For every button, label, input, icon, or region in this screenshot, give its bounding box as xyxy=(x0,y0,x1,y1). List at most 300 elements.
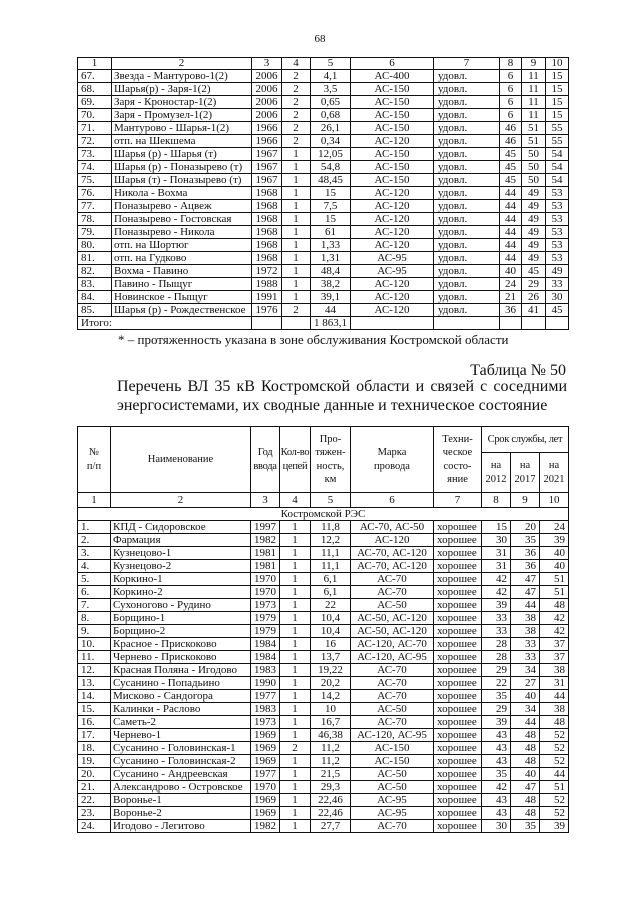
length-km: 1,33 xyxy=(311,239,351,252)
circuit-count: 1 xyxy=(280,586,311,599)
circuit-count: 1 xyxy=(282,174,311,187)
length-km: 38,2 xyxy=(311,278,351,291)
table-label: Таблица № 50 xyxy=(470,362,566,379)
table-row xyxy=(78,278,569,291)
row-number: 3. xyxy=(78,547,111,560)
line-name: Саметь-2 xyxy=(111,716,251,729)
line-name: Кузнецово-2 xyxy=(111,560,251,573)
service-life-2017: 41 xyxy=(522,304,546,317)
line-name: Красная Поляна - Игодово xyxy=(111,664,251,677)
technical-state: удовл. xyxy=(434,291,500,304)
row-number: 72. xyxy=(78,135,112,148)
length-km: 14,2 xyxy=(311,690,351,703)
circuit-count: 2 xyxy=(282,135,311,148)
service-life-2021: 53 xyxy=(546,252,569,265)
column-number: 7 xyxy=(434,493,482,508)
technical-state: хорошее xyxy=(434,794,482,807)
row-number: 20. xyxy=(78,768,111,781)
row-number: 79. xyxy=(78,226,112,239)
year-commissioned: 1968 xyxy=(252,226,282,239)
length-km: 54,8 xyxy=(311,161,351,174)
circuit-count: 1 xyxy=(280,547,311,560)
service-life-2021: 44 xyxy=(540,690,569,703)
row-number: 76. xyxy=(78,187,112,200)
line-name: Сусанино - Головинская-2 xyxy=(111,755,251,768)
circuit-count: 1 xyxy=(280,664,311,677)
column-number: 9 xyxy=(522,58,546,70)
circuit-count: 1 xyxy=(280,807,311,820)
year-commissioned: 1973 xyxy=(251,599,280,612)
service-life-2021: 15 xyxy=(546,96,569,109)
table-row xyxy=(78,148,569,161)
service-life-2012: 40 xyxy=(500,265,522,278)
table-row xyxy=(78,586,569,599)
circuit-count: 1 xyxy=(280,755,311,768)
length-km: 3,5 xyxy=(311,83,351,96)
service-life-2012: 35 xyxy=(482,768,511,781)
row-number: 17. xyxy=(78,729,111,742)
service-life-2017: 35 xyxy=(511,820,540,833)
circuit-count: 1 xyxy=(280,794,311,807)
length-km: 13,7 xyxy=(311,651,351,664)
table-row xyxy=(78,239,569,252)
circuit-count: 1 xyxy=(282,161,311,174)
table-body xyxy=(78,521,569,833)
circuit-count: 1 xyxy=(282,200,311,213)
service-life-2012: 35 xyxy=(482,690,511,703)
year-commissioned: 1968 xyxy=(252,200,282,213)
technical-state: хорошее xyxy=(434,690,482,703)
service-life-2021: 40 xyxy=(540,547,569,560)
circuit-count: 1 xyxy=(280,638,311,651)
table-row xyxy=(78,135,569,148)
service-life-2021: 52 xyxy=(540,755,569,768)
table-row xyxy=(78,187,569,200)
line-name: Никола - Вохма xyxy=(112,187,252,200)
service-life-2017: 47 xyxy=(511,781,540,794)
year-commissioned: 1982 xyxy=(251,534,280,547)
circuit-count: 1 xyxy=(282,213,311,226)
line-name: Поназырево - Ацвеж xyxy=(112,200,252,213)
circuit-count: 1 xyxy=(282,187,311,200)
table-row xyxy=(78,820,569,833)
column-number: 2 xyxy=(112,58,252,70)
service-life-2012: 36 xyxy=(500,304,522,317)
year-commissioned: 1967 xyxy=(252,174,282,187)
length-km: 11,1 xyxy=(311,547,351,560)
line-name: Кузнецово-1 xyxy=(111,547,251,560)
technical-state: хорошее xyxy=(434,742,482,755)
wire-grade: АС-50 xyxy=(351,781,434,794)
technical-state: хорошее xyxy=(434,651,482,664)
year-commissioned: 1970 xyxy=(251,573,280,586)
line-name: Коркино-1 xyxy=(111,573,251,586)
circuit-count: 1 xyxy=(280,820,311,833)
year-commissioned: 1997 xyxy=(251,521,280,534)
table-row xyxy=(78,612,569,625)
year-commissioned: 1970 xyxy=(251,781,280,794)
total-label: Итого: xyxy=(78,317,252,330)
column-number: 2 xyxy=(111,493,251,508)
circuit-count: 1 xyxy=(280,612,311,625)
service-life-2012: 33 xyxy=(482,625,511,638)
technical-state: удовл. xyxy=(434,278,500,291)
year-commissioned: 1969 xyxy=(251,755,280,768)
technical-state: хорошее xyxy=(434,573,482,586)
service-life-2017: 49 xyxy=(522,187,546,200)
circuit-count: 1 xyxy=(280,651,311,664)
column-number-row xyxy=(78,493,569,508)
table-row xyxy=(78,781,569,794)
length-km: 11,2 xyxy=(311,755,351,768)
service-life-2012: 46 xyxy=(500,135,522,148)
column-number: 9 xyxy=(511,493,540,508)
table-row xyxy=(78,521,569,534)
technical-state: хорошее xyxy=(434,664,482,677)
service-life-2012: 42 xyxy=(482,586,511,599)
wire-grade: АС-70 xyxy=(351,586,434,599)
line-name: Шарья (р) - Поназырево (т) xyxy=(112,161,252,174)
year-commissioned: 1982 xyxy=(251,820,280,833)
column-number: 5 xyxy=(311,58,351,70)
table-row xyxy=(78,573,569,586)
header-wire: Марка провода xyxy=(351,427,434,493)
circuit-count: 1 xyxy=(280,781,311,794)
year-commissioned: 1981 xyxy=(251,560,280,573)
row-number: 68. xyxy=(78,83,112,96)
service-life-2021: 49 xyxy=(546,265,569,278)
row-number: 11. xyxy=(78,651,111,664)
technical-state: хорошее xyxy=(434,755,482,768)
table-row xyxy=(78,70,569,83)
service-life-2021: 53 xyxy=(546,200,569,213)
service-life-2012: 33 xyxy=(482,612,511,625)
table-row xyxy=(78,161,569,174)
technical-state: хорошее xyxy=(434,586,482,599)
service-life-2017: 48 xyxy=(511,807,540,820)
header-service-life-2021: на 2021 xyxy=(540,453,569,493)
service-life-2021: 39 xyxy=(540,534,569,547)
circuit-count: 1 xyxy=(280,677,311,690)
service-life-2017: 49 xyxy=(522,252,546,265)
table-title: Перечень ВЛ 35 кВ Костромской области и связей с соседними энергосистемами, их сводные данные и техническое состояние xyxy=(117,378,567,414)
wire-grade: АС-150 xyxy=(351,83,434,96)
technical-state: удовл. xyxy=(434,226,500,239)
service-life-2012: 43 xyxy=(482,729,511,742)
service-life-2021: 52 xyxy=(540,729,569,742)
line-name: Чернево - Прискоково xyxy=(111,651,251,664)
service-life-2021: 51 xyxy=(540,781,569,794)
row-number: 13. xyxy=(78,677,111,690)
circuit-count: 2 xyxy=(282,122,311,135)
service-life-2017: 40 xyxy=(511,768,540,781)
wire-grade: АС-70, АС-120 xyxy=(351,560,434,573)
row-number: 1. xyxy=(78,521,111,534)
header-service-life-2012: на 2012 xyxy=(482,453,511,493)
table-row xyxy=(78,742,569,755)
wire-grade: АС-50 xyxy=(351,703,434,716)
service-life-2017: 48 xyxy=(511,729,540,742)
table-row xyxy=(78,96,569,109)
circuit-count: 2 xyxy=(282,96,311,109)
table-row xyxy=(78,690,569,703)
service-life-2017: 47 xyxy=(511,586,540,599)
column-number-row xyxy=(78,58,569,70)
length-km: 6,1 xyxy=(311,573,351,586)
technical-state: удовл. xyxy=(434,109,500,122)
length-km: 0,68 xyxy=(311,109,351,122)
table-row xyxy=(78,794,569,807)
row-number: 16. xyxy=(78,716,111,729)
circuit-count: 1 xyxy=(280,521,311,534)
service-life-2012: 21 xyxy=(500,291,522,304)
service-life-2012: 43 xyxy=(482,742,511,755)
total-row xyxy=(78,317,569,330)
technical-state: хорошее xyxy=(434,612,482,625)
service-life-2021: 40 xyxy=(540,560,569,573)
year-commissioned: 1991 xyxy=(252,291,282,304)
wire-grade: АС-95 xyxy=(351,807,434,820)
technical-state: хорошее xyxy=(434,729,482,742)
circuit-count: 1 xyxy=(282,148,311,161)
technical-state: удовл. xyxy=(434,304,500,317)
table-row xyxy=(78,599,569,612)
wire-grade: АС-150 xyxy=(351,161,434,174)
service-life-2017: 34 xyxy=(511,703,540,716)
header-length: Про- тяжен- ность, км xyxy=(311,427,351,493)
row-number: 84. xyxy=(78,291,112,304)
technical-state: удовл. xyxy=(434,96,500,109)
year-commissioned: 1969 xyxy=(251,742,280,755)
length-km: 11,2 xyxy=(311,742,351,755)
technical-state: хорошее xyxy=(434,768,482,781)
table-row xyxy=(78,547,569,560)
year-commissioned: 1968 xyxy=(252,213,282,226)
line-name: Борщино-1 xyxy=(111,612,251,625)
row-number: 22. xyxy=(78,794,111,807)
table-row xyxy=(78,755,569,768)
line-name: Шарья(р) - Заря-1(2) xyxy=(112,83,252,96)
length-km: 61 xyxy=(311,226,351,239)
row-number: 67. xyxy=(78,70,112,83)
service-life-2012: 39 xyxy=(482,716,511,729)
wire-grade: АС-70 xyxy=(351,690,434,703)
wire-grade: АС-150 xyxy=(351,122,434,135)
header-service-life-2017: на 2017 xyxy=(511,453,540,493)
service-life-2017: 50 xyxy=(522,148,546,161)
technical-state: удовл. xyxy=(434,148,500,161)
length-km: 26,1 xyxy=(311,122,351,135)
service-life-2017: 11 xyxy=(522,96,546,109)
service-life-2017: 44 xyxy=(511,716,540,729)
service-life-2012: 44 xyxy=(500,200,522,213)
line-name: Павино - Пыщуг xyxy=(112,278,252,291)
length-km: 0,34 xyxy=(311,135,351,148)
table-row xyxy=(78,638,569,651)
table-row xyxy=(78,703,569,716)
line-name: отп. на Шортюг xyxy=(112,239,252,252)
total-length: 1 863,1 xyxy=(311,317,351,330)
table-row xyxy=(78,677,569,690)
length-km: 46,38 xyxy=(311,729,351,742)
service-life-2012: 30 xyxy=(482,820,511,833)
wire-grade: АС-400 xyxy=(351,70,434,83)
row-number: 15. xyxy=(78,703,111,716)
wire-grade: АС-120 xyxy=(351,239,434,252)
length-km: 19,22 xyxy=(311,664,351,677)
technical-state: удовл. xyxy=(434,239,500,252)
line-name: Калинки - Раслово xyxy=(111,703,251,716)
table-row xyxy=(78,109,569,122)
line-name: Чернево-1 xyxy=(111,729,251,742)
service-life-2021: 30 xyxy=(546,291,569,304)
service-life-2012: 39 xyxy=(482,599,511,612)
line-name: Сусанино - Головинская-1 xyxy=(111,742,251,755)
circuit-count: 1 xyxy=(282,239,311,252)
service-life-2017: 45 xyxy=(522,265,546,278)
year-commissioned: 2006 xyxy=(252,70,282,83)
wire-grade: АС-120 xyxy=(351,135,434,148)
year-commissioned: 1972 xyxy=(252,265,282,278)
length-km: 27,7 xyxy=(311,820,351,833)
line-name: Игодово - Легитово xyxy=(111,820,251,833)
empty-cell xyxy=(500,317,522,330)
service-life-2021: 38 xyxy=(540,664,569,677)
technical-state: хорошее xyxy=(434,703,482,716)
service-life-2017: 48 xyxy=(511,742,540,755)
year-commissioned: 1990 xyxy=(251,677,280,690)
line-name: Коркино-2 xyxy=(111,586,251,599)
service-life-2017: 51 xyxy=(522,135,546,148)
technical-state: хорошее xyxy=(434,625,482,638)
circuit-count: 1 xyxy=(280,560,311,573)
service-life-2012: 22 xyxy=(482,677,511,690)
length-km: 16,7 xyxy=(311,716,351,729)
wire-grade: АС-150 xyxy=(351,96,434,109)
wire-grade: АС-120 xyxy=(351,226,434,239)
row-number: 70. xyxy=(78,109,112,122)
year-commissioned: 1969 xyxy=(251,729,280,742)
technical-state: удовл. xyxy=(434,187,500,200)
service-life-2017: 47 xyxy=(511,573,540,586)
row-number: 7. xyxy=(78,599,111,612)
service-life-2021: 51 xyxy=(540,573,569,586)
wire-grade: АС-120, АС-95 xyxy=(351,729,434,742)
service-life-2012: 15 xyxy=(482,521,511,534)
column-number: 6 xyxy=(351,493,434,508)
wire-grade: АС-95 xyxy=(351,265,434,278)
wire-grade: АС-150 xyxy=(351,148,434,161)
service-life-2012: 43 xyxy=(482,755,511,768)
row-number: 12. xyxy=(78,664,111,677)
table-row xyxy=(78,625,569,638)
row-number: 9. xyxy=(78,625,111,638)
circuit-count: 2 xyxy=(282,70,311,83)
header-row xyxy=(78,427,569,453)
service-life-2012: 31 xyxy=(482,560,511,573)
year-commissioned: 1973 xyxy=(251,716,280,729)
row-number: 10. xyxy=(78,638,111,651)
wire-grade: АС-70 xyxy=(351,820,434,833)
length-km: 15 xyxy=(311,187,351,200)
table-50 xyxy=(77,426,569,833)
row-number: 74. xyxy=(78,161,112,174)
line-name: Сусанино - Андреевская xyxy=(111,768,251,781)
service-life-2021: 54 xyxy=(546,161,569,174)
length-km: 29,3 xyxy=(311,781,351,794)
length-km: 15 xyxy=(311,213,351,226)
length-km: 12,05 xyxy=(311,148,351,161)
service-life-2012: 6 xyxy=(500,109,522,122)
length-km: 20,2 xyxy=(311,677,351,690)
service-life-2017: 20 xyxy=(511,521,540,534)
line-name: Сухоногово - Рудино xyxy=(111,599,251,612)
year-commissioned: 2006 xyxy=(252,83,282,96)
service-life-2017: 29 xyxy=(522,278,546,291)
year-commissioned: 1988 xyxy=(252,278,282,291)
length-km: 44 xyxy=(311,304,351,317)
row-number: 73. xyxy=(78,148,112,161)
table-row xyxy=(78,716,569,729)
service-life-2012: 43 xyxy=(482,794,511,807)
service-life-2017: 35 xyxy=(511,534,540,547)
technical-state: удовл. xyxy=(434,200,500,213)
wire-grade: АС-50 xyxy=(351,768,434,781)
length-km: 48,45 xyxy=(311,174,351,187)
table-body xyxy=(78,70,569,317)
section-row xyxy=(78,508,569,521)
row-number: 14. xyxy=(78,690,111,703)
wire-grade: АС-120 xyxy=(351,213,434,226)
header-name: Наименование xyxy=(111,427,251,493)
year-commissioned: 1984 xyxy=(251,638,280,651)
row-number: 24. xyxy=(78,820,111,833)
line-name: КПД - Сидоровское xyxy=(111,521,251,534)
row-number: 71. xyxy=(78,122,112,135)
technical-state: хорошее xyxy=(434,547,482,560)
length-km: 21,5 xyxy=(311,768,351,781)
wire-grade: АС-150 xyxy=(351,755,434,768)
empty-cell xyxy=(522,317,546,330)
length-km: 16 xyxy=(311,638,351,651)
service-life-2017: 50 xyxy=(522,174,546,187)
line-name: отп. на Гудково xyxy=(112,252,252,265)
circuit-count: 1 xyxy=(282,252,311,265)
technical-state: хорошее xyxy=(434,820,482,833)
length-km: 4,1 xyxy=(311,70,351,83)
service-life-2021: 42 xyxy=(540,625,569,638)
column-number: 1 xyxy=(78,493,111,508)
service-life-2017: 44 xyxy=(511,599,540,612)
line-name: Борщино-2 xyxy=(111,625,251,638)
year-commissioned: 1981 xyxy=(251,547,280,560)
length-km: 0,65 xyxy=(311,96,351,109)
circuit-count: 1 xyxy=(280,716,311,729)
technical-state: удовл. xyxy=(434,83,500,96)
circuit-count: 1 xyxy=(280,599,311,612)
service-life-2017: 51 xyxy=(522,122,546,135)
service-life-2021: 15 xyxy=(546,70,569,83)
table-row xyxy=(78,122,569,135)
circuit-count: 1 xyxy=(280,534,311,547)
technical-state: удовл. xyxy=(434,70,500,83)
header-row-number: № п/п xyxy=(78,427,111,493)
table-row xyxy=(78,174,569,187)
column-number: 4 xyxy=(280,493,311,508)
column-number: 8 xyxy=(482,493,511,508)
service-life-2021: 55 xyxy=(546,135,569,148)
line-name: Заря - Кроностар-1(2) xyxy=(112,96,252,109)
